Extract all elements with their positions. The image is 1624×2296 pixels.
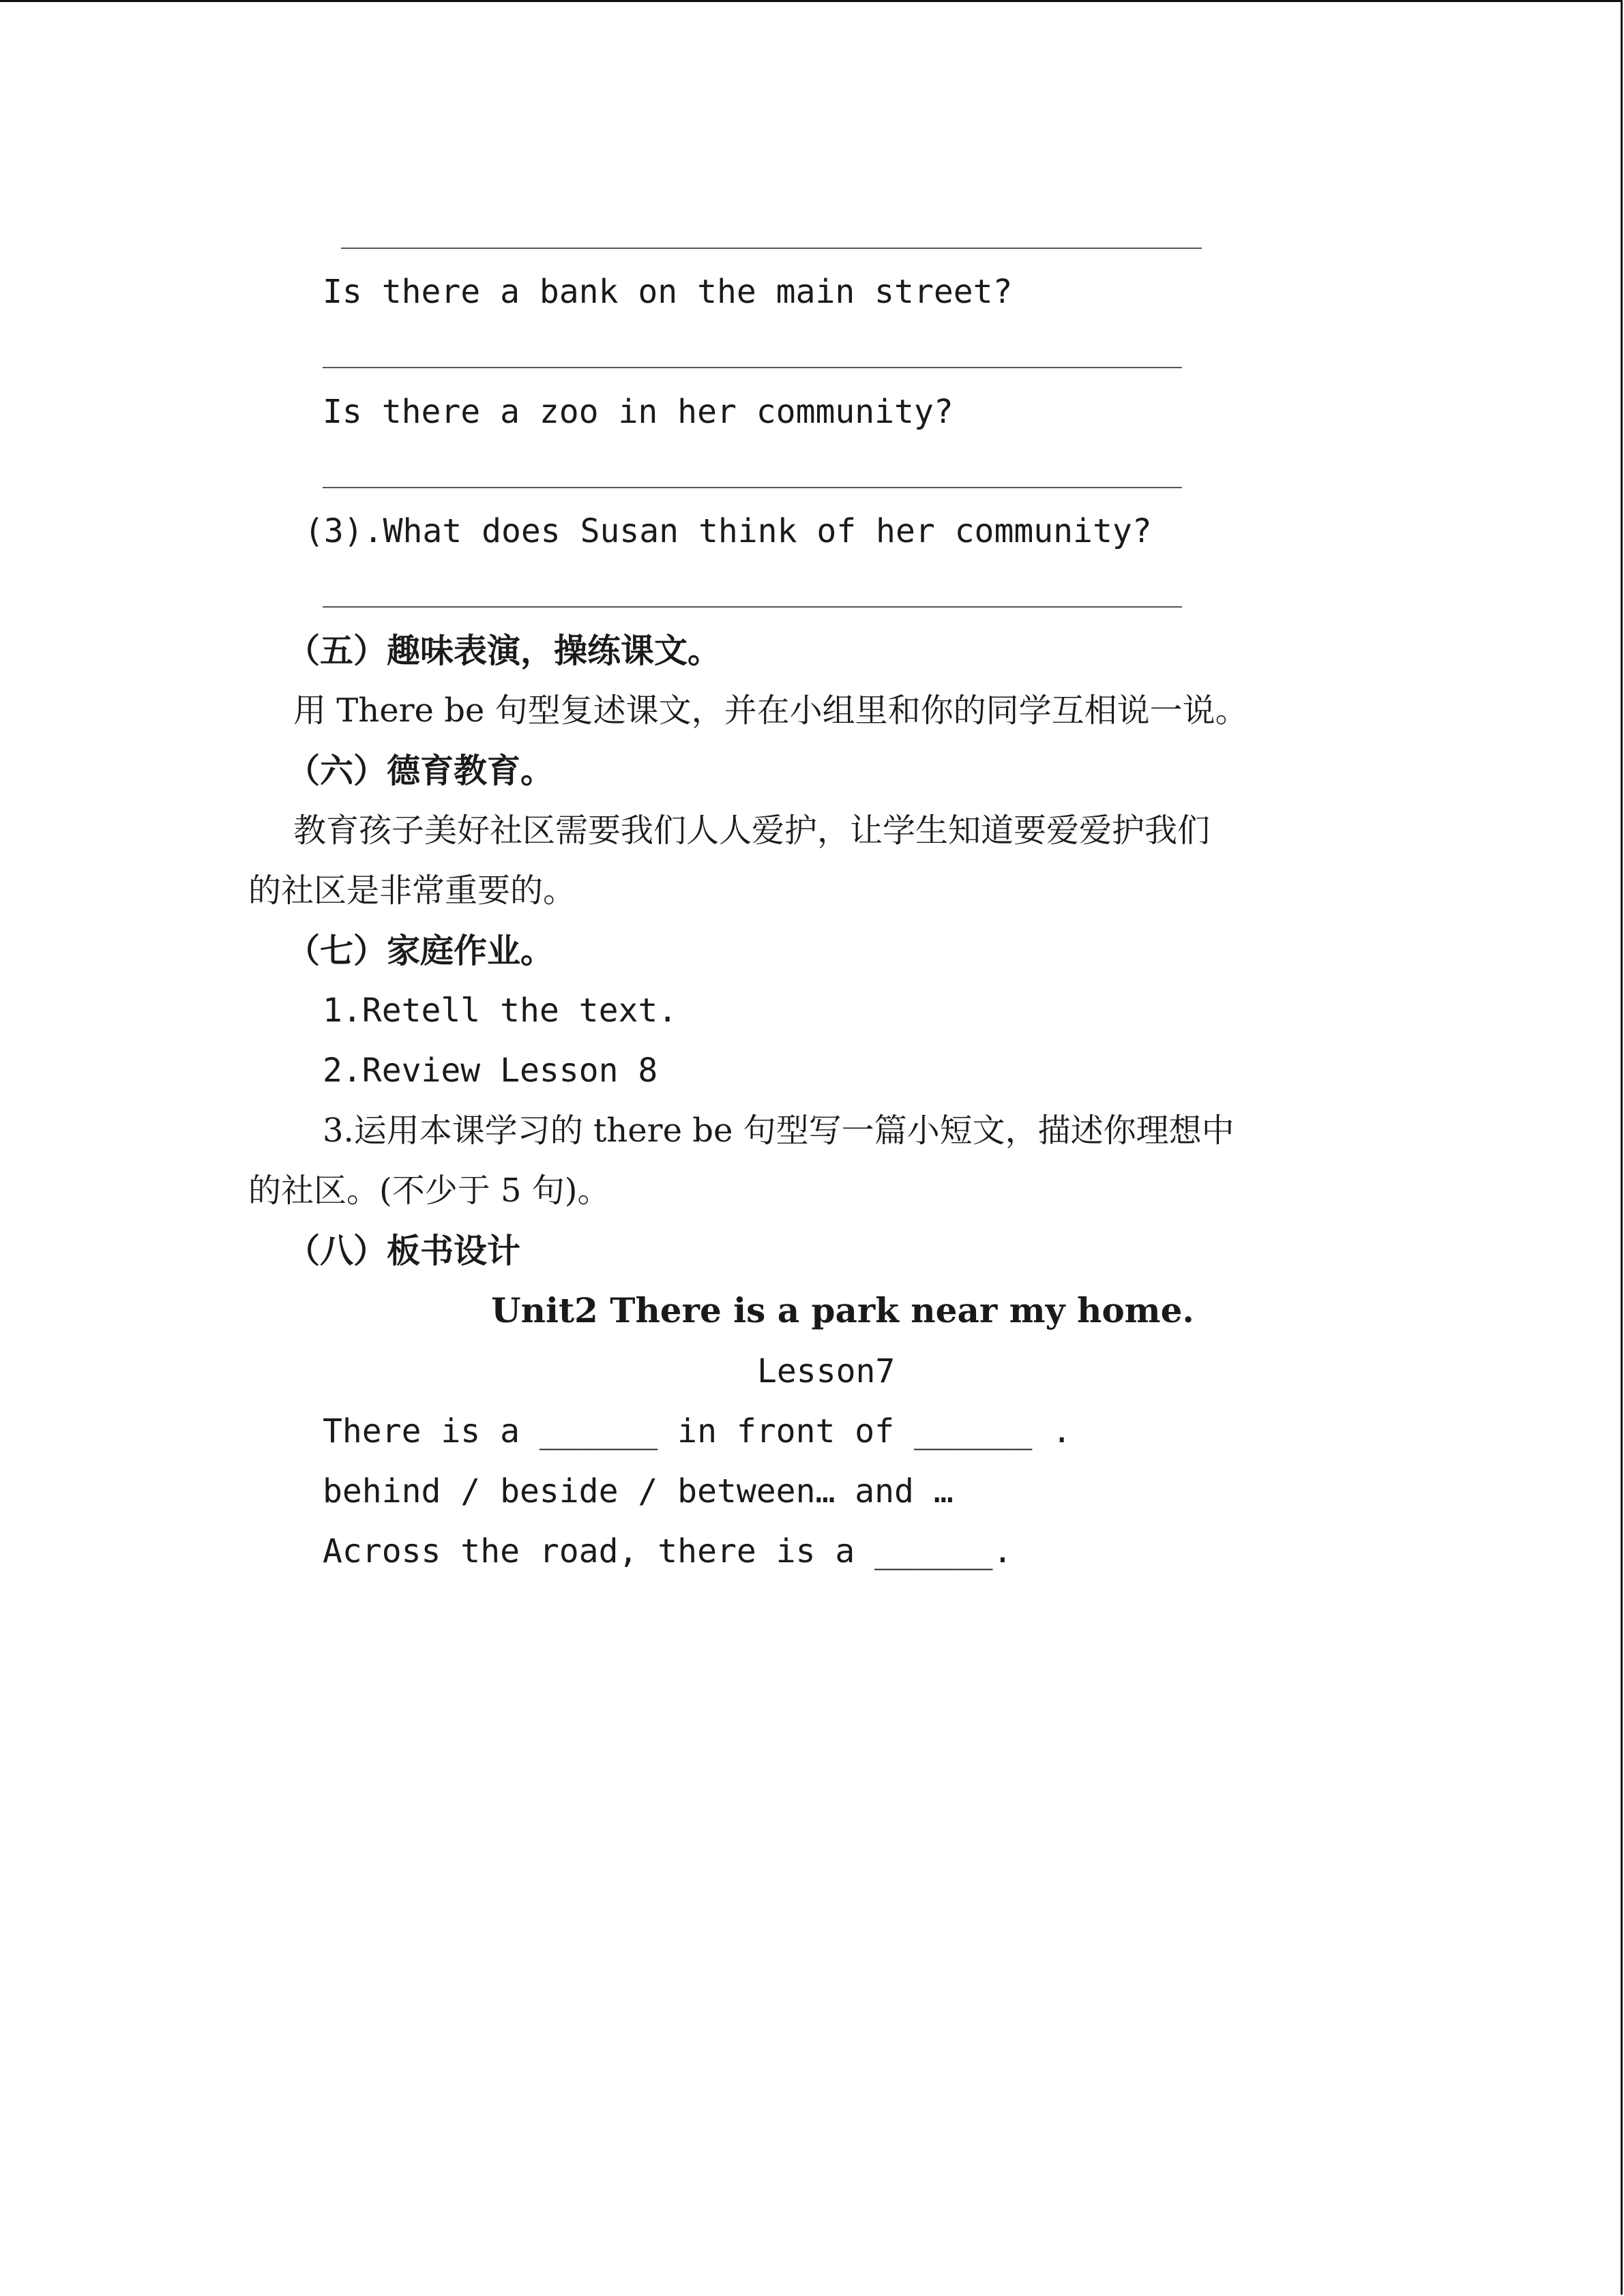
answer-line — [341, 248, 1202, 249]
question-zoo: Is there a zoo in her community? — [323, 393, 954, 431]
homework-item-2: 2.Review Lesson 8 — [323, 1052, 658, 1090]
question-bank: Is there a bank on the main street? — [323, 273, 1013, 311]
homework-item-3-line2: 的社区。(不少于 5 句)。 — [248, 1172, 610, 1210]
answer-line — [323, 487, 1182, 488]
board-line-3: Across the road, there is a ______. — [323, 1532, 1013, 1570]
section-6-heading: （六）德育教育。 — [286, 751, 555, 790]
section-7-heading: （七）家庭作业。 — [286, 931, 555, 970]
board-line-1: There is a ______ in front of ______ . — [323, 1412, 1072, 1450]
section-5-body: 用 There be 句型复述课文，并在小组里和你的同学互相说一说。 — [293, 691, 1248, 730]
section-5-heading: （五）趣味表演，操练课文。 — [286, 631, 722, 670]
homework-item-3-line1: 3.运用本课学习的 there be 句型写一篇小短文，描述你理想中 — [323, 1112, 1235, 1150]
homework-item-1: 1.Retell the text. — [323, 992, 678, 1030]
section-8-heading: （八）板书设计 — [286, 1231, 521, 1270]
board-subtitle: Lesson7 — [757, 1352, 896, 1390]
answer-line — [323, 606, 1182, 608]
board-line-2: behind / beside / between… and … — [323, 1472, 954, 1510]
answer-line — [323, 367, 1182, 368]
section-6-body-line1: 教育孩子美好社区需要我们人人爱护，让学生知道要爱爱护我们 — [293, 811, 1211, 850]
question-3: (3).What does Susan think of her community? — [304, 512, 1152, 550]
board-title: Unit2 There is a park near my home. — [491, 1290, 1194, 1330]
section-6-body-line2: 的社区是非常重要的。 — [248, 871, 576, 910]
